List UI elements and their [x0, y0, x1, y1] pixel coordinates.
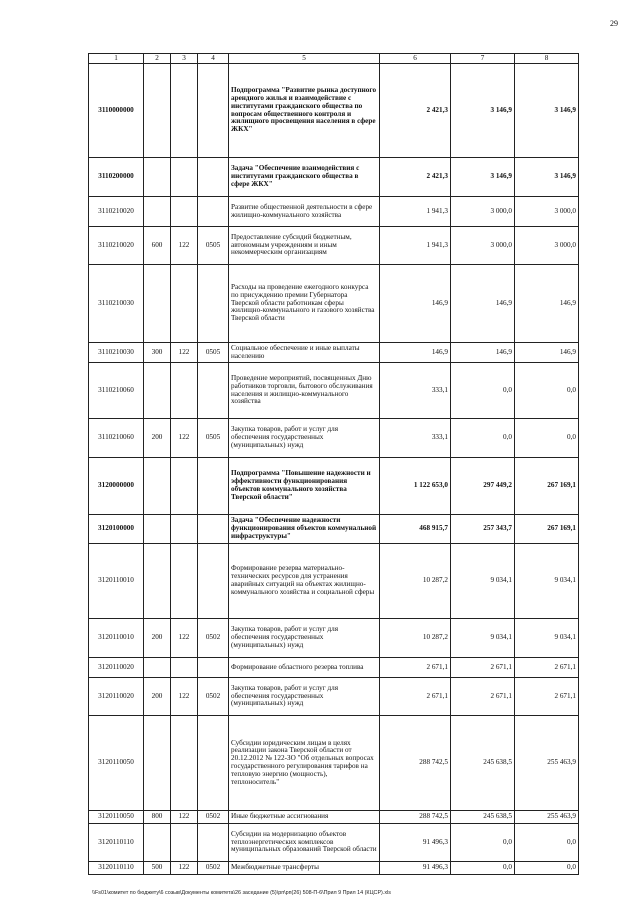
- row-name-cell: Субсидии на модернизацию объектов теплоэнергетических комплексов муниципальных образований Тверской области: [229, 824, 380, 862]
- row-value-2022-cell: 3 146,9: [451, 158, 515, 197]
- row-kvsr-cell: [171, 824, 198, 862]
- row-value-2022-cell: 0,0: [451, 419, 515, 458]
- row-vr-cell: [144, 458, 171, 515]
- budget-table: [88, 53, 579, 875]
- row-code-cell: 3110210020: [89, 227, 144, 265]
- row-kvsr-cell: [171, 197, 198, 227]
- row-vr-cell: 600: [144, 227, 171, 265]
- row-name-cell: Формирование областного резерва топлива: [229, 658, 380, 678]
- table-row: [89, 197, 579, 227]
- row-rzpr-cell: [198, 824, 229, 862]
- row-value-2022-cell: 245 638,5: [451, 811, 515, 824]
- row-value-2023-cell: 255 463,9: [515, 716, 579, 811]
- row-code-cell: 3120100000: [89, 515, 144, 544]
- row-kvsr-cell: [171, 158, 198, 197]
- row-value-2022-cell: 3 000,0: [451, 227, 515, 265]
- row-kvsr-cell: [171, 716, 198, 811]
- file-path-footer: \\Fs01\комитет по бюджету\6 созыв\Документы комитета\26 заседание (5)\рп\рп(26) 508-П-6\Прил 9 Прил 14 (КЦСР).xls: [92, 890, 391, 896]
- row-value-2022-cell: 297 449,2: [451, 458, 515, 515]
- row-vr-cell: [144, 158, 171, 197]
- row-name-cell: Расходы на проведение ежегодного конкурса по присуждению премии Губернатора Тверской области работникам сферы жилищно-коммунального и газового хозяйства Тверской области: [229, 265, 380, 343]
- row-name-cell: Задача "Обеспечение надежности функционирования объектов коммунальной инфраструктуры": [229, 515, 380, 544]
- row-value-2021-cell: 288 742,5: [380, 716, 451, 811]
- row-vr-cell: [144, 544, 171, 619]
- row-value-2021-cell: 2 671,1: [380, 678, 451, 716]
- row-name-cell: Закупка товаров, работ и услуг для обеспечения государственных (муниципальных) нужд: [229, 678, 380, 716]
- row-name-cell: Подпрограмма "Развитие рынка доступного арендного жилья и взаимодействие с институтами гражданского общества по вопросам общественного контроля и жилищного просвещения населения в сфере ЖКХ": [229, 64, 380, 158]
- row-name-cell: Предоставление субсидий бюджетным, автономным учреждениям и иным некоммерческим организациям: [229, 227, 380, 265]
- table-row: [89, 458, 579, 515]
- row-value-2022-cell: 9 034,1: [451, 619, 515, 658]
- row-vr-cell: 300: [144, 343, 171, 363]
- row-value-2023-cell: 0,0: [515, 419, 579, 458]
- table-row: [89, 544, 579, 619]
- table-row: [89, 265, 579, 343]
- row-rzpr-cell: 0505: [198, 227, 229, 265]
- table-header-row: [89, 54, 579, 64]
- row-value-2023-cell: 9 034,1: [515, 544, 579, 619]
- row-name-cell: Социальное обеспечение и иные выплаты населению: [229, 343, 380, 363]
- row-rzpr-cell: [198, 515, 229, 544]
- table-row: [89, 227, 579, 265]
- row-code-cell: 3110200000: [89, 158, 144, 197]
- row-rzpr-cell: [198, 197, 229, 227]
- row-rzpr-cell: 0505: [198, 343, 229, 363]
- row-vr-cell: 200: [144, 419, 171, 458]
- row-rzpr-cell: [198, 458, 229, 515]
- row-kvsr-cell: 122: [171, 678, 198, 716]
- row-value-2023-cell: 3 000,0: [515, 197, 579, 227]
- row-rzpr-cell: 0502: [198, 862, 229, 875]
- row-name-cell: Проведение мероприятий, посвященных Дню работников торговли, бытового обслуживания населения и жилищно-коммунального хозяйства: [229, 363, 380, 419]
- row-rzpr-cell: [198, 265, 229, 343]
- row-value-2023-cell: 2 671,1: [515, 678, 579, 716]
- row-value-2022-cell: 0,0: [451, 862, 515, 875]
- table-row: [89, 619, 579, 658]
- row-value-2021-cell: 1 941,3: [380, 227, 451, 265]
- row-value-2021-cell: 2 671,1: [380, 658, 451, 678]
- row-value-2022-cell: 3 146,9: [451, 64, 515, 158]
- row-kvsr-cell: [171, 363, 198, 419]
- row-vr-cell: 200: [144, 619, 171, 658]
- table-row: [89, 678, 579, 716]
- row-rzpr-cell: 0502: [198, 619, 229, 658]
- row-name-cell: Подпрограмма "Повышение надежности и эффективности функционирования объектов коммунального хозяйства Тверской области": [229, 458, 380, 515]
- table-body: [89, 64, 579, 875]
- row-vr-cell: [144, 716, 171, 811]
- row-value-2023-cell: 255 463,9: [515, 811, 579, 824]
- table-row: [89, 158, 579, 197]
- row-code-cell: 3120000000: [89, 458, 144, 515]
- row-value-2023-cell: 0,0: [515, 824, 579, 862]
- header-cell: 4: [198, 54, 229, 64]
- row-value-2021-cell: 333,1: [380, 419, 451, 458]
- row-rzpr-cell: 0502: [198, 811, 229, 824]
- row-code-cell: 3110210020: [89, 197, 144, 227]
- row-name-cell: Формирование резерва материально-технических ресурсов для устранения аварийных ситуаций на объектах жилищно-коммунального хозяйства и социальной сферы: [229, 544, 380, 619]
- row-value-2022-cell: 146,9: [451, 265, 515, 343]
- row-value-2023-cell: 2 671,1: [515, 658, 579, 678]
- row-rzpr-cell: [198, 363, 229, 419]
- table-row: [89, 716, 579, 811]
- table-row: [89, 515, 579, 544]
- row-code-cell: 3110210060: [89, 363, 144, 419]
- table-row: [89, 862, 579, 875]
- row-kvsr-cell: 122: [171, 419, 198, 458]
- row-rzpr-cell: [198, 64, 229, 158]
- row-value-2021-cell: 2 421,3: [380, 64, 451, 158]
- row-kvsr-cell: [171, 265, 198, 343]
- row-value-2021-cell: 2 421,3: [380, 158, 451, 197]
- row-code-cell: 3110210030: [89, 265, 144, 343]
- row-value-2022-cell: 0,0: [451, 824, 515, 862]
- row-value-2023-cell: 0,0: [515, 363, 579, 419]
- row-value-2021-cell: 91 496,3: [380, 824, 451, 862]
- row-kvsr-cell: 122: [171, 227, 198, 265]
- row-vr-cell: 200: [144, 678, 171, 716]
- row-vr-cell: [144, 197, 171, 227]
- table-row: [89, 363, 579, 419]
- row-code-cell: 3120110050: [89, 811, 144, 824]
- row-kvsr-cell: 122: [171, 343, 198, 363]
- table-row: [89, 419, 579, 458]
- row-vr-cell: [144, 64, 171, 158]
- row-value-2021-cell: 1 122 653,0: [380, 458, 451, 515]
- row-value-2023-cell: 3 146,9: [515, 64, 579, 158]
- row-value-2022-cell: 257 343,7: [451, 515, 515, 544]
- row-code-cell: 3120110110: [89, 824, 144, 862]
- row-vr-cell: [144, 265, 171, 343]
- row-value-2021-cell: 146,9: [380, 265, 451, 343]
- row-kvsr-cell: [171, 64, 198, 158]
- row-value-2021-cell: 333,1: [380, 363, 451, 419]
- row-name-cell: Иные бюджетные ассигнования: [229, 811, 380, 824]
- row-value-2023-cell: 3 000,0: [515, 227, 579, 265]
- row-rzpr-cell: [198, 716, 229, 811]
- header-cell: 8: [515, 54, 579, 64]
- header-cell: 7: [451, 54, 515, 64]
- row-value-2022-cell: 2 671,1: [451, 678, 515, 716]
- row-value-2022-cell: 2 671,1: [451, 658, 515, 678]
- row-vr-cell: [144, 658, 171, 678]
- row-name-cell: Закупка товаров, работ и услуг для обеспечения государственных (муниципальных) нужд: [229, 619, 380, 658]
- row-kvsr-cell: [171, 458, 198, 515]
- header-cell: 2: [144, 54, 171, 64]
- row-kvsr-cell: [171, 658, 198, 678]
- row-value-2021-cell: 10 287,2: [380, 619, 451, 658]
- row-name-cell: Закупка товаров, работ и услуг для обеспечения государственных (муниципальных) нужд: [229, 419, 380, 458]
- row-code-cell: 3120110020: [89, 678, 144, 716]
- row-rzpr-cell: 0502: [198, 678, 229, 716]
- row-rzpr-cell: [198, 158, 229, 197]
- row-code-cell: 3110210030: [89, 343, 144, 363]
- row-name-cell: Развитие общественной деятельности в сфере жилищно-коммунального хозяйства: [229, 197, 380, 227]
- row-value-2022-cell: 9 034,1: [451, 544, 515, 619]
- row-value-2023-cell: 146,9: [515, 265, 579, 343]
- row-value-2021-cell: 468 915,7: [380, 515, 451, 544]
- row-value-2023-cell: 267 169,1: [515, 515, 579, 544]
- header-cell: 6: [380, 54, 451, 64]
- row-code-cell: 3120110050: [89, 716, 144, 811]
- row-code-cell: 3120110010: [89, 544, 144, 619]
- row-value-2023-cell: 0,0: [515, 862, 579, 875]
- row-code-cell: 3120110110: [89, 862, 144, 875]
- row-name-cell: Задача "Обеспечение взаимодействия с институтами гражданского общества в сфере ЖКХ": [229, 158, 380, 197]
- header-cell: 3: [171, 54, 198, 64]
- table-row: [89, 343, 579, 363]
- header-cell: 5: [229, 54, 380, 64]
- row-value-2021-cell: 288 742,5: [380, 811, 451, 824]
- row-vr-cell: 800: [144, 811, 171, 824]
- row-value-2023-cell: 267 169,1: [515, 458, 579, 515]
- row-value-2022-cell: 146,9: [451, 343, 515, 363]
- row-kvsr-cell: 122: [171, 619, 198, 658]
- row-code-cell: 3120110020: [89, 658, 144, 678]
- row-code-cell: 3110000000: [89, 64, 144, 158]
- row-kvsr-cell: 122: [171, 862, 198, 875]
- table-row: [89, 64, 579, 158]
- table-row: [89, 811, 579, 824]
- row-value-2023-cell: 146,9: [515, 343, 579, 363]
- row-value-2021-cell: 91 496,3: [380, 862, 451, 875]
- row-vr-cell: [144, 824, 171, 862]
- header-cell: 1: [89, 54, 144, 64]
- table-row: [89, 824, 579, 862]
- row-value-2021-cell: 146,9: [380, 343, 451, 363]
- row-kvsr-cell: [171, 544, 198, 619]
- row-kvsr-cell: [171, 515, 198, 544]
- table-row: [89, 658, 579, 678]
- row-value-2021-cell: 10 287,2: [380, 544, 451, 619]
- row-rzpr-cell: [198, 544, 229, 619]
- row-code-cell: 3110210060: [89, 419, 144, 458]
- row-name-cell: Межбюджетные трансферты: [229, 862, 380, 875]
- page-number: 29: [610, 19, 618, 28]
- row-kvsr-cell: 122: [171, 811, 198, 824]
- row-value-2023-cell: 9 034,1: [515, 619, 579, 658]
- row-code-cell: 3120110010: [89, 619, 144, 658]
- row-rzpr-cell: [198, 658, 229, 678]
- row-value-2021-cell: 1 941,3: [380, 197, 451, 227]
- row-vr-cell: [144, 363, 171, 419]
- row-value-2023-cell: 3 146,9: [515, 158, 579, 197]
- row-vr-cell: [144, 515, 171, 544]
- row-value-2022-cell: 245 638,5: [451, 716, 515, 811]
- row-value-2022-cell: 3 000,0: [451, 197, 515, 227]
- row-name-cell: Субсидии юридическим лицам в целях реализации закона Тверской области от 20.12.2012 № 122-ЗО "Об отдельных вопросах государственного регулирования тарифов на тепловую энергию (мощность), теплоноситель": [229, 716, 380, 811]
- row-value-2022-cell: 0,0: [451, 363, 515, 419]
- row-rzpr-cell: 0505: [198, 419, 229, 458]
- row-vr-cell: 500: [144, 862, 171, 875]
